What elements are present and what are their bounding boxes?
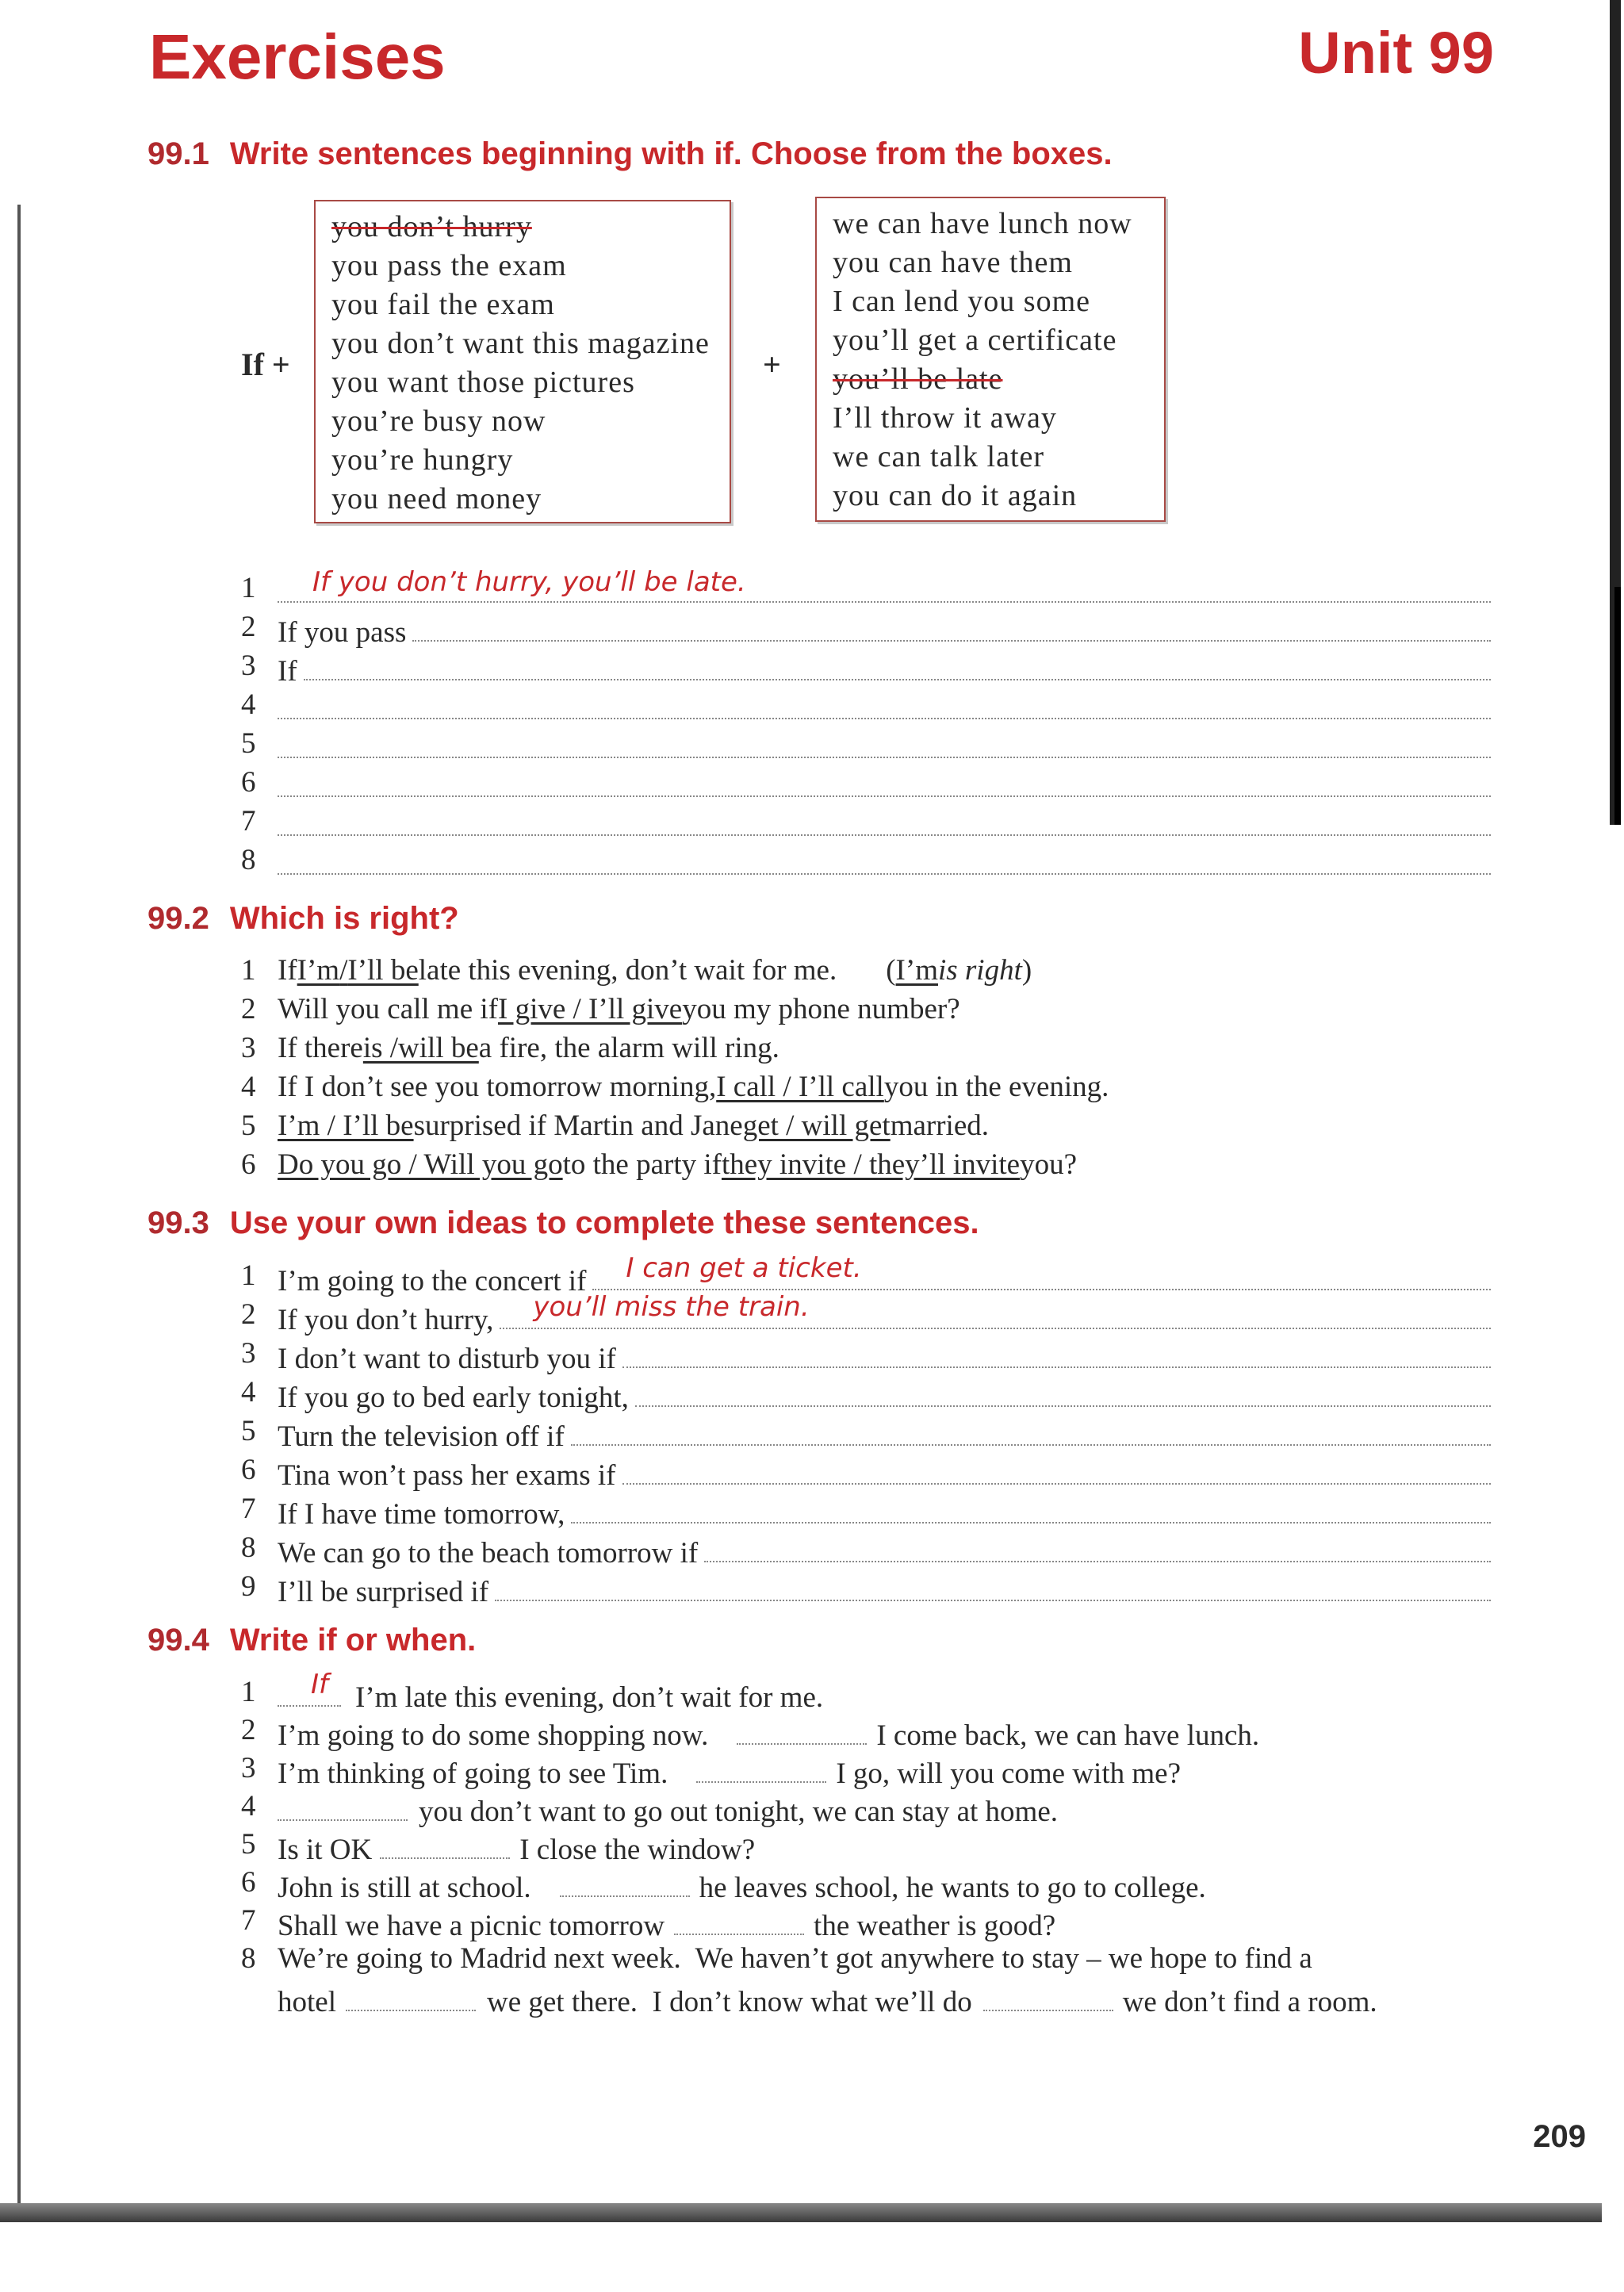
scan-edge-right-dark: [1614, 587, 1621, 825]
choice-option[interactable]: is /will be: [362, 1032, 479, 1064]
answer-field[interactable]: [500, 1291, 1491, 1329]
text: (: [886, 954, 896, 987]
answer-line: [241, 566, 1491, 609]
exercise-number: 99.2: [147, 901, 209, 936]
sentence-text: we don’t find a room.: [1122, 1986, 1377, 2018]
question-line: [241, 1031, 1491, 1069]
choice-option[interactable]: I’m: [297, 954, 340, 987]
choice-option[interactable]: they invite / they’ll invite: [721, 1148, 1021, 1181]
sentence-start: Turn the television off if: [278, 1420, 565, 1453]
exercise-number: 99.1: [147, 136, 209, 171]
answer-field[interactable]: [278, 804, 1491, 836]
sentence-text: I’m thinking of going to see Tim.: [278, 1757, 668, 1790]
answer-line: [241, 1453, 1491, 1491]
answer-line: [241, 1531, 1491, 1569]
sentence-text: hotel: [278, 1986, 336, 2018]
text: you my phone number?: [682, 993, 960, 1025]
gap-line: [241, 1941, 1491, 1980]
sentence-text: we get there. I don’t know what we’ll do: [486, 1986, 972, 2018]
item-number: 3: [241, 650, 256, 682]
exercise-number: 99.3: [147, 1205, 209, 1240]
box-item: you pass the exam: [331, 249, 567, 282]
unit-label: Unit 99: [1298, 20, 1494, 86]
gap-line: [241, 1903, 1491, 1941]
item-number: 4: [241, 1071, 256, 1103]
answer-line: [241, 1291, 1491, 1336]
page-title: Exercises: [149, 21, 446, 92]
sentence-text: I’m late this evening, don’t wait for me.: [355, 1681, 824, 1714]
text: If there: [278, 1032, 363, 1064]
answer-line: [241, 1375, 1491, 1413]
choice-option[interactable]: get / will get: [742, 1110, 891, 1142]
sentence-text: John is still at school.: [278, 1872, 531, 1904]
answer-field[interactable]: [278, 566, 1491, 603]
text: ): [1021, 954, 1032, 987]
answer-line: [241, 1336, 1491, 1374]
sentence-text: I go, will you come with me?: [836, 1757, 1181, 1790]
answer-field[interactable]: [278, 688, 1491, 719]
answer-line: [241, 765, 1491, 803]
box-item: we can have lunch now: [833, 207, 1132, 240]
sentence-text: We’re going to Madrid next week. We haven’t got anywhere to stay – we hope to find a: [278, 1942, 1312, 1975]
answer-line: [241, 726, 1491, 765]
item-number: 6: [241, 1866, 256, 1899]
answer-field[interactable]: [622, 1453, 1492, 1485]
text: surprised if Martin and Jane: [413, 1110, 743, 1142]
answer-field[interactable]: [495, 1570, 1491, 1601]
question-line: [241, 992, 1491, 1030]
box-item: we can talk later: [833, 440, 1045, 473]
item-number: 8: [241, 844, 256, 876]
choice-option[interactable]: Do you go / Will you go: [278, 1148, 563, 1181]
item-number: 7: [241, 1493, 256, 1525]
answer-line: [241, 1414, 1491, 1452]
item-number: 2: [241, 993, 256, 1025]
gap-field[interactable]: [983, 1980, 1113, 2011]
item-number: 1: [241, 572, 256, 604]
gap-line: [241, 1713, 1491, 1751]
item-number: 7: [241, 805, 256, 837]
text: you?: [1020, 1148, 1078, 1181]
item-number: 5: [241, 1415, 256, 1447]
left-clause-box: [314, 200, 731, 523]
exercise-99-2-header: [147, 903, 459, 934]
answer-field[interactable]: [571, 1492, 1491, 1524]
gap-field[interactable]: [696, 1751, 826, 1783]
gap-field[interactable]: [278, 1789, 408, 1821]
sentence-start: I’m going to the concert if: [278, 1265, 587, 1297]
exercise-99-3-header: [147, 1207, 979, 1239]
box-item: you’ll be late: [833, 362, 1003, 396]
choice-option[interactable]: I call / I’ll call: [716, 1071, 884, 1103]
answer-note: is right: [937, 954, 1022, 987]
item-number: 5: [241, 1828, 256, 1861]
answer-line: [241, 649, 1491, 687]
plus-sign: +: [763, 347, 781, 382]
sentence-text: I come back, we can have lunch.: [876, 1719, 1260, 1752]
text: a fire, the alarm will ring.: [478, 1032, 779, 1064]
gap-line: [241, 1865, 1491, 1903]
item-number: 9: [241, 1570, 256, 1603]
box-item: you can have them: [833, 246, 1073, 279]
box-item: I can lend you some: [833, 285, 1091, 318]
text: late this evening, don’t wait for me.: [418, 954, 837, 987]
item-number: 3: [241, 1032, 256, 1064]
gap-field[interactable]: [737, 1713, 867, 1745]
box-item: you don’t hurry: [331, 210, 532, 243]
scan-edge-left: [17, 205, 21, 2203]
item-number: 4: [241, 1790, 256, 1822]
instruction: Use your own ideas to complete these sentences.: [229, 1205, 979, 1240]
exercise-99-4-header: [147, 1624, 476, 1656]
answer-field[interactable]: [278, 843, 1491, 875]
sentence-text: the weather is good?: [814, 1910, 1056, 1942]
box-item: you want those pictures: [331, 366, 635, 399]
box-item: you’re hungry: [331, 443, 514, 477]
box-item: you can do it again: [833, 479, 1078, 512]
item-number: 3: [241, 1752, 256, 1784]
box-item: you don’t want this magazine: [331, 327, 710, 360]
answer-line: [241, 688, 1491, 726]
item-number: 8: [241, 1531, 256, 1564]
sentence-start: I’ll be surprised if: [278, 1576, 489, 1608]
answer-field[interactable]: [278, 765, 1491, 797]
sentence-start: If you go to bed early tonight,: [278, 1382, 629, 1414]
answer-line: [241, 610, 1491, 648]
item-number: 8: [241, 1942, 256, 1975]
text: If: [278, 954, 297, 987]
text: to the party if: [562, 1148, 722, 1181]
handwritten-answer: you’ll miss the train.: [533, 1291, 810, 1323]
if-plus-label: If +: [241, 347, 290, 382]
choice-option[interactable]: I give / I’ll give: [498, 993, 683, 1025]
answer-field[interactable]: [412, 610, 1491, 642]
text: married.: [890, 1110, 989, 1142]
gap-line: [241, 1827, 1491, 1865]
box-item: I’ll throw it away: [833, 401, 1057, 435]
instruction-keyword: if: [317, 1623, 337, 1658]
sentence-start: If I have time tomorrow,: [278, 1498, 565, 1531]
answer-line: [241, 804, 1491, 842]
item-number: 2: [241, 611, 256, 643]
item-number: 3: [241, 1337, 256, 1370]
text: I’m: [895, 954, 938, 987]
answer-field[interactable]: [304, 649, 1491, 680]
item-number: 6: [241, 1148, 256, 1181]
answer-line: [241, 843, 1491, 881]
answer-line: [241, 1570, 1491, 1608]
exercise-number: 99.4: [147, 1623, 209, 1658]
gap-line: [241, 1751, 1491, 1789]
gap-line: [241, 1789, 1491, 1827]
box-item: you’ll get a certificate: [833, 324, 1117, 357]
sentence-text: Is it OK: [278, 1834, 373, 1866]
text: If I don’t see you tomorrow morning,: [278, 1071, 717, 1103]
line-prefix: If you pass: [278, 616, 407, 649]
text: you in the evening.: [883, 1071, 1109, 1103]
box-item: you need money: [331, 482, 542, 516]
sentence-text: Shall we have a picnic tomorrow: [278, 1910, 665, 1942]
box-item: you’re busy now: [331, 404, 546, 438]
answer-field[interactable]: [704, 1531, 1491, 1562]
instruction-keyword: when: [385, 1623, 468, 1658]
text: Will you call me if: [278, 993, 498, 1025]
item-number: 1: [241, 1676, 256, 1708]
item-number: 5: [241, 1110, 256, 1142]
item-number: 4: [241, 688, 256, 721]
sentence-start: I don’t want to disturb you if: [278, 1343, 616, 1375]
instruction: . Choose from the boxes.: [733, 136, 1113, 171]
answer-field[interactable]: [278, 726, 1491, 758]
answer-field[interactable]: [622, 1336, 1491, 1368]
item-number: 7: [241, 1904, 256, 1937]
instruction: or: [336, 1623, 386, 1658]
item-number: 4: [241, 1376, 256, 1409]
handwritten-answer: If you don’t hurry, you’ll be late.: [312, 566, 746, 598]
question-line: [241, 1070, 1491, 1108]
item-number: 2: [241, 1714, 256, 1746]
gap-field[interactable]: [278, 1669, 341, 1707]
sentence-text: he leaves school, he wants to go to college.: [699, 1872, 1206, 1904]
handwritten-answer: I can get a ticket.: [626, 1252, 862, 1284]
item-number: 1: [241, 954, 256, 987]
question-line: [241, 953, 1491, 991]
text: /: [339, 954, 348, 987]
item-number: 6: [241, 1454, 256, 1486]
gap-field[interactable]: [346, 1980, 476, 2011]
instruction: .: [467, 1623, 477, 1658]
item-number: 6: [241, 766, 256, 799]
item-number: 5: [241, 727, 256, 760]
answer-field[interactable]: [592, 1252, 1491, 1290]
gap-field[interactable]: [380, 1827, 510, 1859]
question-line: [241, 1148, 1491, 1186]
sentence-text: I’m going to do some shopping now.: [278, 1719, 709, 1752]
instruction-keyword: if: [714, 136, 733, 171]
sentence-start: If you don’t hurry,: [278, 1304, 494, 1336]
answer-field[interactable]: [571, 1414, 1491, 1446]
sentence-text: you don’t want to go out tonight, we can stay at home.: [419, 1796, 1058, 1828]
item-number: 1: [241, 1259, 256, 1292]
choice-option[interactable]: I’m / I’ll be: [278, 1110, 414, 1142]
sentence-text: I close the window?: [519, 1834, 756, 1866]
question-line: [241, 1109, 1491, 1147]
scan-edge-bottom: [0, 2203, 1602, 2222]
gap-line: [241, 1669, 1491, 1714]
answer-field[interactable]: [635, 1375, 1491, 1407]
instruction: Write sentences beginning with: [229, 136, 714, 171]
gap-field[interactable]: [560, 1865, 690, 1897]
instruction: Write: [229, 1623, 318, 1658]
sentence-start: We can go to the beach tomorrow if: [278, 1537, 699, 1570]
answer-line: [241, 1492, 1491, 1530]
choice-option[interactable]: I’ll be: [347, 954, 419, 987]
gap-field[interactable]: [674, 1903, 804, 1935]
gap-line-continued: [241, 1980, 1491, 2018]
line-prefix: If: [278, 655, 297, 688]
sentence-start: Tina won’t pass her exams if: [278, 1459, 616, 1492]
right-clause-box: [815, 197, 1166, 522]
page-number: 209: [1533, 2119, 1586, 2154]
instruction: Which is right?: [229, 901, 459, 936]
exercise-99-1-header: [147, 138, 1113, 170]
box-item: you fail the exam: [331, 288, 555, 321]
answer-line: [241, 1252, 1491, 1297]
handwritten-answer: If: [311, 1669, 328, 1700]
item-number: 2: [241, 1298, 256, 1331]
